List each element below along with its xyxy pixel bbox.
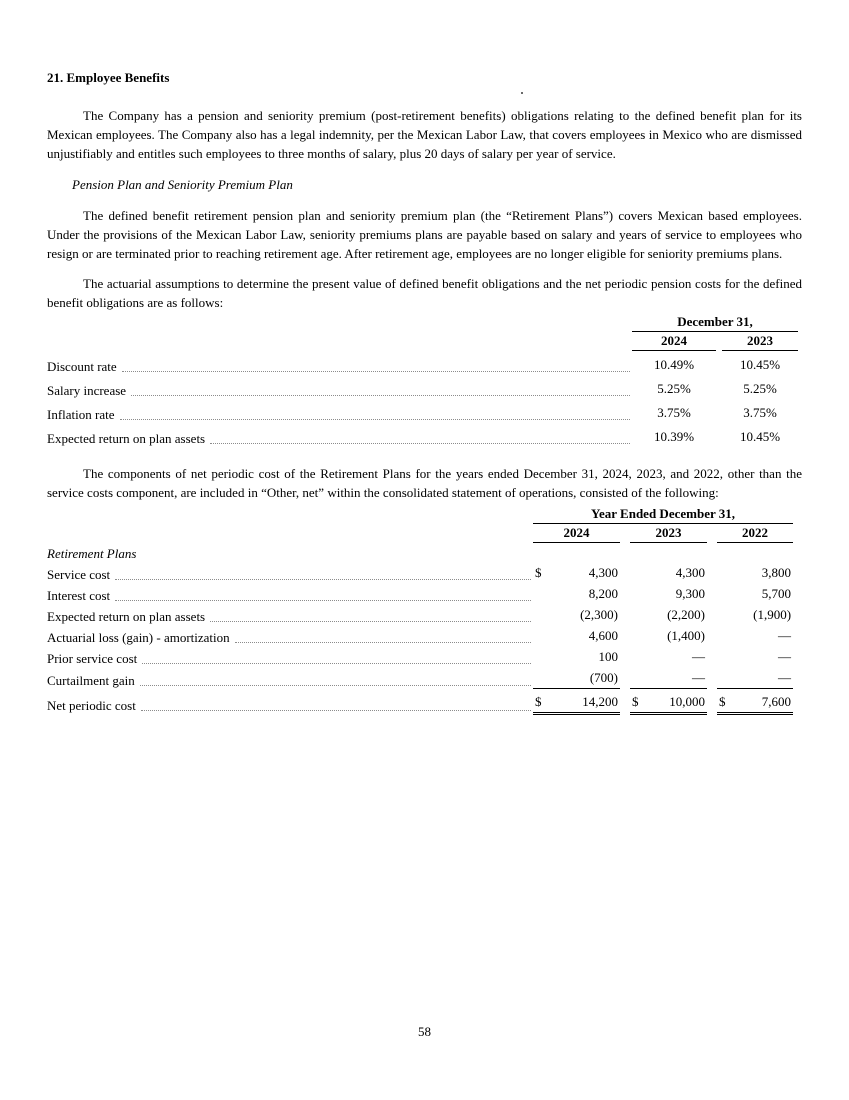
value-cell: — [778,670,792,685]
value-cell: — [692,649,705,664]
value-cell: 4,300 [675,565,705,580]
period-header: December 31, [632,314,798,332]
total-value-cell: $ 7,600 [717,689,793,714]
paragraph-2: The defined benefit retirement pension plan and seniority premium plan (the “Retirement Plans”) covers Mexican based employees. Under the provisions of the Mexican Labor Law, seniority premiums plans are payable based on salary and years of service to employees who resign or are terminated prior to reaching retirement age. After retirement age, employees are no longer eligible for seniority premiums plans. [47,208,802,261]
dotted-leader [122,371,630,372]
value-cell: (1,400) [667,628,705,643]
column-header-2024: 2024 [533,524,620,543]
paragraph-3: The actuarial assumptions to determine the present value of defined benefit obligations and the net periodic pension costs for the defined benefit obligations are as follows: [47,276,802,310]
assumptions-table [47,314,798,447]
paragraph-1: The Company has a pension and seniority premium (post-retirement benefits) obligations relating to the defined benefit plan for its Mexican employees. The Company also has a legal indemnity, per the Mexican Labor Law, that covers employees in Mexico who are dismissed unjustifiably and entitles such employees to three months of salary, plus 20 days of salary per year of service. [47,108,802,161]
currency-symbol: $ [535,694,542,709]
value-cell: 3.75% [743,405,777,420]
value-cell: 100 [598,649,618,664]
table-row [47,375,798,399]
dotted-leader [235,642,531,643]
value-cell: 4,600 [588,628,618,643]
value-cell: 10.45% [739,357,781,372]
row-label: Expected return on plan assets [47,609,206,624]
value-cell: 10.49% [653,357,695,372]
table-row [47,625,793,646]
row-label: Prior service cost [47,651,138,666]
table-row [47,562,793,583]
row-label: Interest cost [47,588,111,603]
section-label: Retirement Plans [47,546,137,561]
dotted-leader [115,579,531,580]
row-label: Actuarial loss (gain) - amortization [47,630,230,645]
stray-dot [521,92,523,94]
row-label: Net periodic cost [47,697,136,713]
subsection-heading: Pension Plan and Seniority Premium Plan [72,177,293,192]
value-cell: — [692,670,705,685]
value-cell: 5.25% [743,381,777,396]
table-row [47,583,793,604]
dotted-leader [140,685,531,686]
table-row [47,646,793,667]
section-label-row [47,543,793,563]
value-cell: 8,200 [588,586,618,601]
row-label: Salary increase [47,383,127,398]
column-header-2023: 2023 [630,524,707,543]
value-cell: 5.25% [657,381,691,396]
period-header-row [47,314,798,332]
period-header: Year Ended December 31, [533,506,793,524]
paragraph-4: The components of net periodic cost of the Retirement Plans for the years ended December 31, 2024, 2023, and 2022, other than the service costs component, are included in “Other, net” within the consolidated statement of operations, consisted of the following: [47,466,802,500]
value-cell: (2,200) [667,607,705,622]
total-value-cell: $ 14,200 [533,689,620,714]
year-header-row [47,524,793,543]
row-label: Expected return on plan assets [47,431,206,446]
table-row [47,667,793,689]
value-cell: — [778,628,792,643]
value-cell: 3.75% [657,405,691,420]
dotted-leader [131,395,630,396]
dotted-leader [141,710,531,711]
dotted-leader [210,443,630,444]
table-row [47,423,798,447]
table-row [47,399,798,423]
value-cell: 10.39% [653,429,695,444]
dotted-leader [115,600,531,601]
value-cell: $ 4,300 [535,565,618,580]
value-cell: (2,300) [580,607,618,622]
value-cell: — [778,649,792,664]
row-label: Inflation rate [47,407,115,422]
period-header-row [47,506,793,524]
row-label: Service cost [47,567,111,582]
value-cell: 5,700 [761,586,792,601]
value-cell: (1,900) [753,607,792,622]
dotted-leader [120,419,631,420]
currency-symbol: $ [719,694,726,709]
value-cell: (700) [589,670,618,685]
total-row [47,689,793,714]
value-cell: 10.45% [739,429,781,444]
row-label: Curtailment gain [47,672,135,688]
table-row [47,351,798,376]
currency-symbol: $ [632,694,639,709]
dotted-leader [210,621,531,622]
table-row [47,604,793,625]
value-cell: 9,300 [675,586,705,601]
column-header-2024: 2024 [632,332,716,351]
column-header-2022: 2022 [717,524,793,543]
row-label: Discount rate [47,359,117,374]
value-cell: 3,800 [761,565,792,580]
year-header-row [47,332,798,351]
currency-symbol: $ [535,565,542,580]
section-heading: 21. Employee Benefits [47,70,170,85]
dotted-leader [142,663,531,664]
net-periodic-cost-table [47,506,793,715]
total-value-cell: $ 10,000 [630,689,707,714]
page-number: 58 [418,1024,431,1039]
column-header-2023: 2023 [722,332,798,351]
